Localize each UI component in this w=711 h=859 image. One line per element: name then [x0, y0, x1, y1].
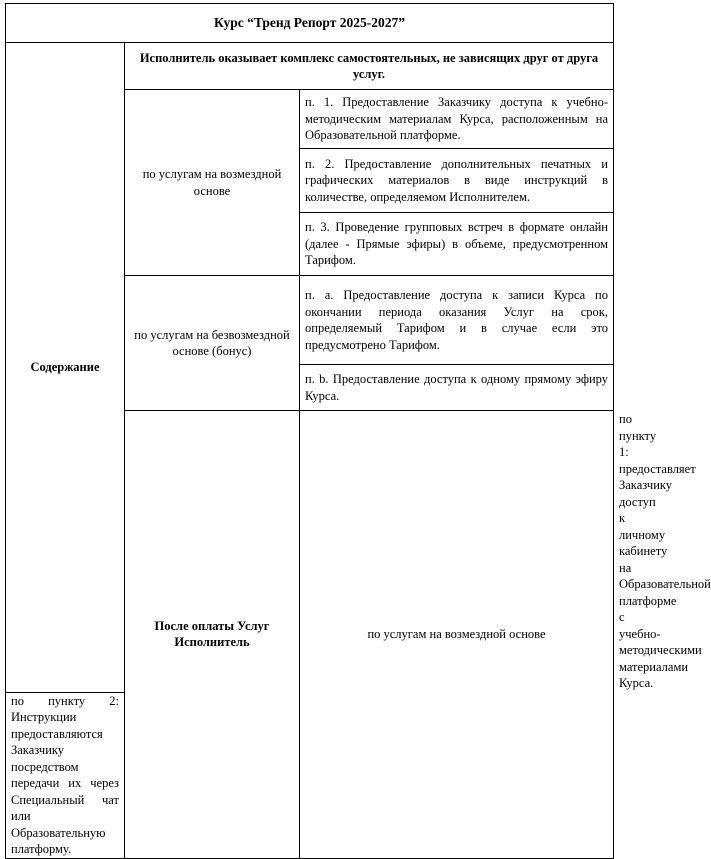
free-services-label: по услугам на безвозмездной основе (бонус): [125, 276, 300, 411]
paid-item-3: п. 3. Проведение групповых встреч в формате онлайн (далее - Прямые эфиры) в объеме, предусмотренном Тарифом.: [300, 213, 614, 276]
free-item-a: п. а. Предоставление доступа к записи Курса по окончании периода оказания Услуг на срок, определяемый Тарифом и в случае если это предусмотрено Тарифом.: [300, 276, 614, 365]
paid-item-1: п. 1. Предоставление Заказчику доступа к учебно-методическим материалам Курса, расположенным на Образовательной платформе.: [300, 90, 614, 149]
content-heading: Исполнитель оказывает комплекс самостоятельных, не зависящих друг от друга услуг.: [125, 43, 614, 90]
after-payment-section-label: После оплаты Услуг Исполнитель: [125, 411, 300, 859]
paid-services-label: по услугам на возмездной основе: [125, 90, 300, 276]
course-title: Курс “Тренд Репорт 2025-2027”: [6, 4, 614, 43]
after-payment-paid-label: по услугам на возмездной основе: [300, 411, 614, 859]
course-table: Курс “Тренд Репорт 2025-2027” Содержание Исполнитель оказывает комплекс самостоятельных, не зависящих друг от друга услуг. по услугам на возмездной основе п. 1. Предоставление Заказчику доступа к учебно-методическим материалам Курса, расположенным на Образовательной платформе. п. 2. Предоставление дополнительных печатных и графических материалов в виде инструкций в количестве, определяемом Исполнителем. п. 3. Проведение групповых встреч в формате онлайн (далее - Прямые эфиры) в объеме, предусмотренном Тарифом. по услугам на безвозмездной основе (бонус) п. а. Предоставление доступа к записи Курса по окончании периода оказания Услуг на срок, определяемый Тарифом и в случае если это предусмотрено Тарифом. п. b. Предоставление доступа к одному прямому эфиру Курса. После оплаты Услуг Исполнитель по услугам на возмездной основе по пункту 1: предоставляет Заказчику доступ к личному кабинету на Образовательной платформе с учебно-методическими материалами Курса. по пункту 2: Инструкции предоставляются Заказчику посредством передачи их через Специальный чат или Образовательную платформу.: [5, 3, 614, 859]
paid-item-2: п. 2. Предоставление дополнительных печатных и графических материалов в виде инструкций в количестве, определяемом Исполнителем.: [300, 149, 614, 213]
after-payment-item-2: по пункту 2: Инструкции предоставляются Заказчику посредством передачи их через Специальный чат или Образовательную платформу.: [6, 692, 125, 858]
free-item-b: п. b. Предоставление доступа к одному прямому эфиру Курса.: [300, 365, 614, 411]
content-section-label: Содержание: [6, 43, 125, 693]
